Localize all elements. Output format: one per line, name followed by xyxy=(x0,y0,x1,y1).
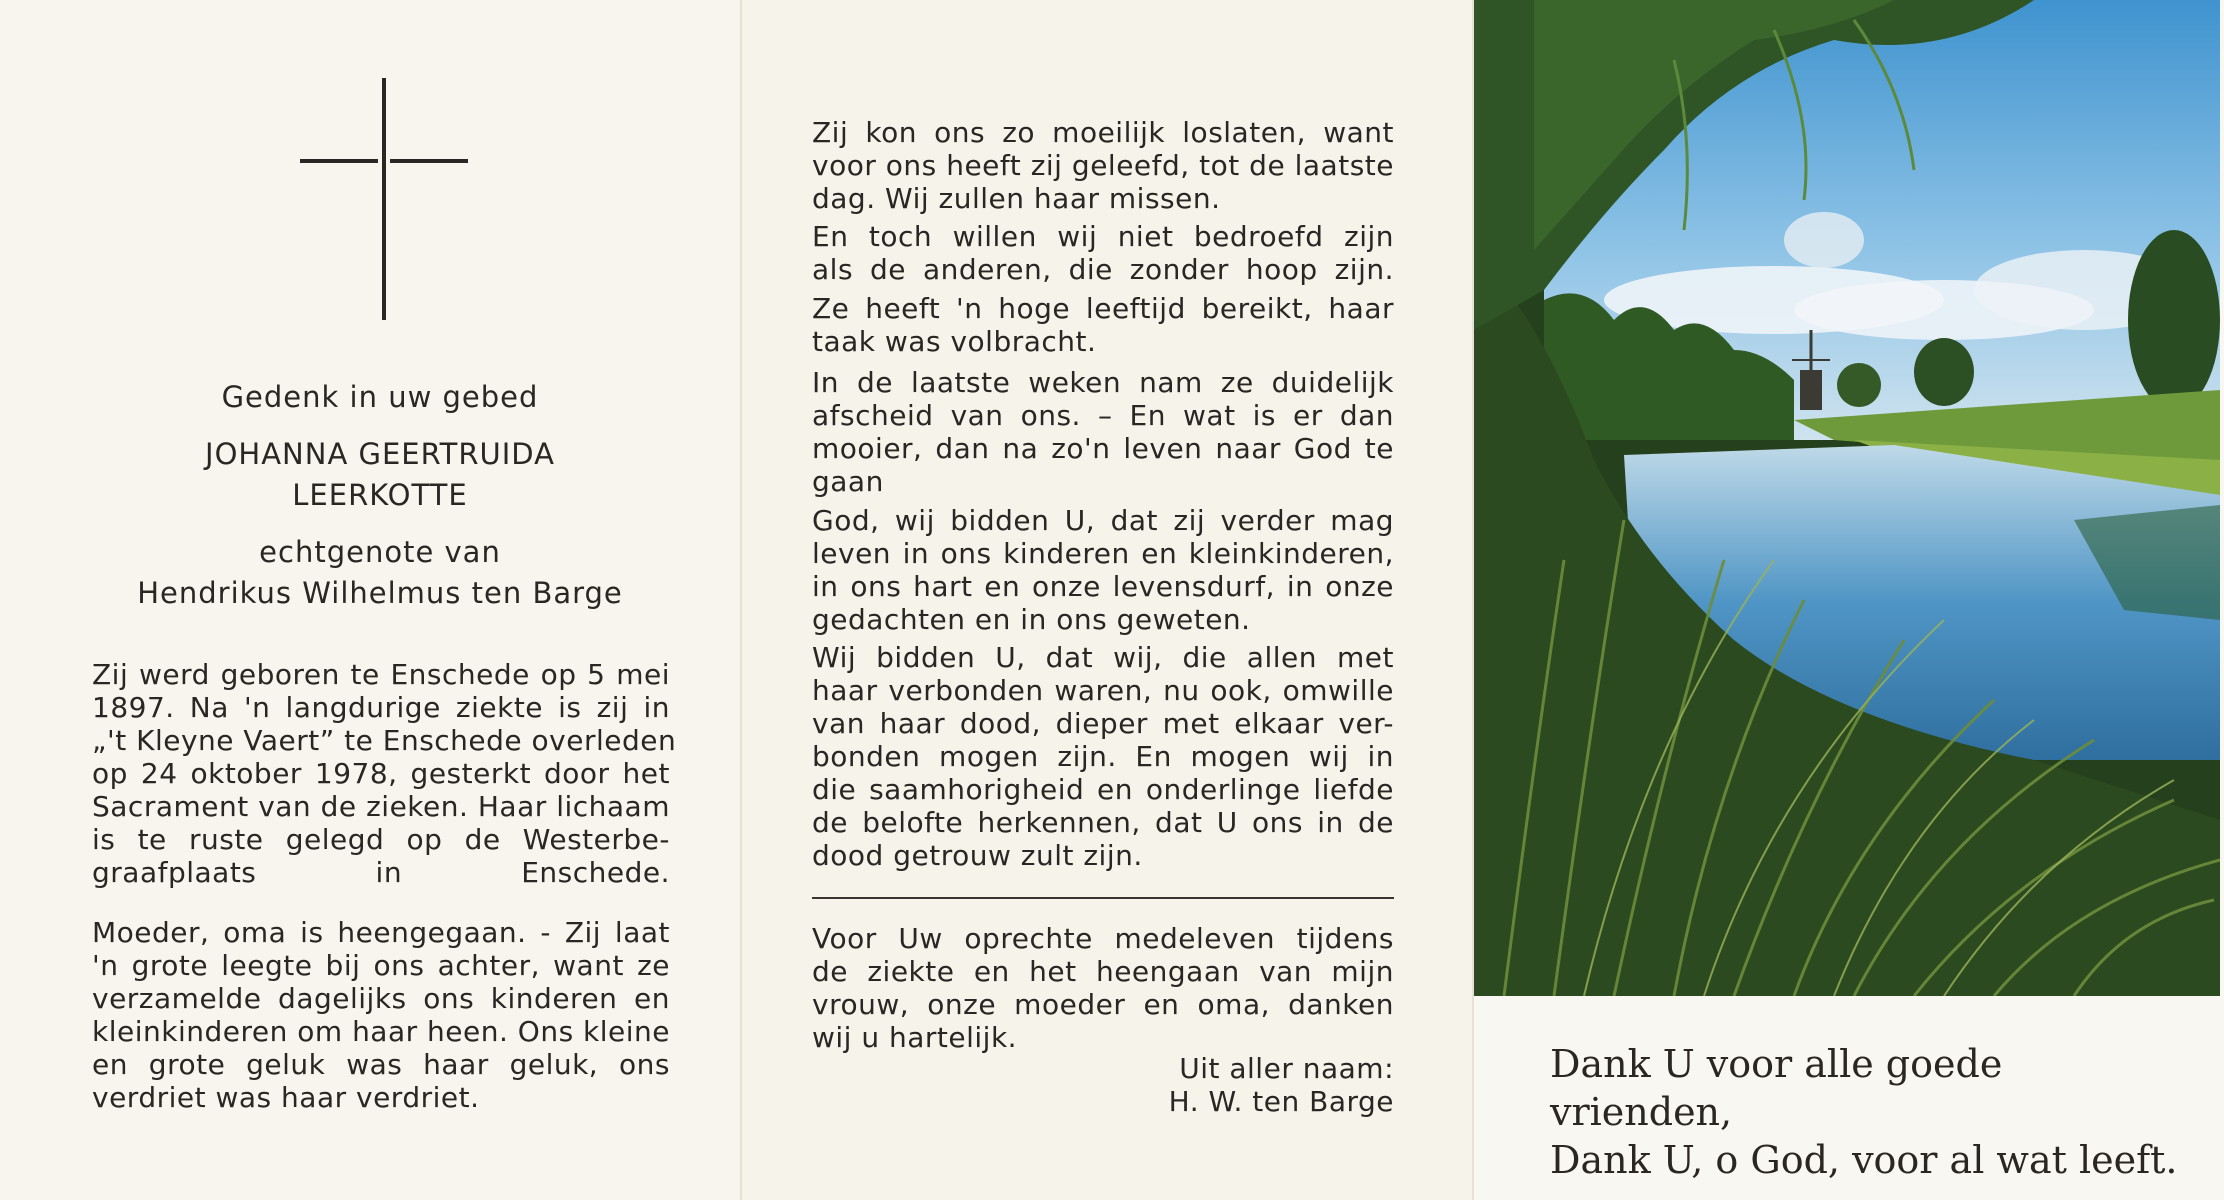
landscape-photo xyxy=(1474,0,2220,996)
text-line: dood getrouw zult zijn. xyxy=(812,839,1143,872)
relation-text: echtgenote van xyxy=(259,535,501,569)
text-line: als de anderen, die zonder hoop zijn. xyxy=(812,253,1394,286)
deceased-name-first: JOHANNA GEERTRUIDA xyxy=(205,437,555,471)
text-line: vrouw, onze moeder en oma, danken xyxy=(812,988,1394,1021)
text-line: Ze heeft 'n hoge leeftijd bereikt, haar xyxy=(812,292,1394,325)
text-line: gaan xyxy=(812,465,884,498)
bio-line: is te ruste gelegd op de Westerbe- xyxy=(92,823,670,856)
text-line: taak was volbracht. xyxy=(812,325,1097,358)
text-line: de belofte herkennen, dat U ons in de xyxy=(812,806,1394,839)
text-line: wij u hartelijk. xyxy=(812,1021,1018,1054)
prayer-paragraph xyxy=(812,504,1394,636)
age-paragraph xyxy=(812,292,1394,358)
last-weeks-paragraph xyxy=(812,366,1394,498)
divider-line xyxy=(812,897,1394,899)
bio-line: „'t Kleyne Vaert” te Enschede overleden xyxy=(92,724,677,757)
text-line: mooier, dan na zo'n leven naar God te xyxy=(812,432,1394,465)
text-line: dag. Wij zullen haar missen. xyxy=(812,182,1221,215)
hope-paragraph xyxy=(812,220,1394,286)
tribute-line: Moeder, oma is heengegaan. - Zij laat xyxy=(92,916,670,949)
tribute-line: en grote geluk was haar geluk, ons xyxy=(92,1048,670,1081)
text-line: God, wij bidden U, dat zij verder mag xyxy=(812,504,1394,537)
text-line: gedachten en in ons geweten. xyxy=(812,603,1251,636)
text-line: En toch willen wij niet bedroefd zijn xyxy=(812,220,1394,253)
landscape-illustration xyxy=(1474,0,2220,996)
text-line: die saamhorigheid en onderlinge liefde xyxy=(812,773,1394,806)
deceased-name-last: LEERKOTTE xyxy=(292,478,468,512)
bio-line: graafplaats in Enschede. xyxy=(92,856,670,889)
caption-line: Dank U, o God, voor al wat leeft. xyxy=(1550,1138,2178,1182)
text-line: bonden mogen zijn. En mogen wij in xyxy=(812,740,1394,773)
tribute-line: verzamelde dagelijks ons kinderen en xyxy=(92,982,670,1015)
photo-caption xyxy=(1550,1040,2190,1184)
text-line: Wij bidden U, dat wij, die allen met xyxy=(812,641,1394,674)
signature-block xyxy=(812,1052,1394,1118)
text-line: de ziekte en het heengaan van mijn xyxy=(812,955,1394,988)
thanks-paragraph xyxy=(812,922,1394,1054)
text-line: van haar dood, dieper met elkaar ver- xyxy=(812,707,1394,740)
text-line: haar verbonden waren, nu ook, omwille xyxy=(812,674,1394,707)
text-line: Zij kon ons zo moeilijk loslaten, want xyxy=(812,116,1394,149)
tribute-line: verdriet was haar verdriet. xyxy=(92,1081,480,1114)
bio-line: Zij werd geboren te Enschede op 5 mei xyxy=(92,658,670,691)
bio-line: Sacrament van de zieken. Haar lichaam xyxy=(92,790,670,823)
cross-icon-arm-right xyxy=(390,159,468,163)
tribute-line: 'n grote leegte bij ons achter, want ze xyxy=(92,949,670,982)
remembrance-heading: Gedenk in uw gebed xyxy=(221,380,539,414)
left-panel xyxy=(0,0,740,1200)
cross-icon xyxy=(382,78,386,320)
biography-paragraph xyxy=(92,658,677,889)
spouse-name: Hendrikus Wilhelmus ten Barge xyxy=(137,576,623,610)
text-line: Voor Uw oprechte medeleven tijdens xyxy=(812,922,1394,955)
farewell-paragraph xyxy=(812,116,1394,215)
text-line: In de laatste weken nam ze duidelijk xyxy=(812,366,1394,399)
signature-name: H. W. ten Barge xyxy=(1168,1085,1394,1118)
text-line: voor ons heeft zij geleefd, tot de laatste xyxy=(812,149,1394,182)
bio-line: 1897. Na 'n langdurige ziekte is zij in xyxy=(92,691,670,724)
text-line: in ons hart en onze levensdurf, in onze xyxy=(812,570,1394,603)
text-line: leven in ons kinderen en kleinkinderen, xyxy=(812,537,1394,570)
bio-line: op 24 oktober 1978, gesterkt door het xyxy=(92,757,670,790)
bond-paragraph xyxy=(812,641,1394,872)
cross-icon-arm-left xyxy=(300,159,378,163)
caption-line: Dank U voor alle goede vrienden, xyxy=(1550,1042,2003,1134)
tribute-paragraph xyxy=(92,916,670,1114)
text-line: afscheid van ons. – En wat is er dan xyxy=(812,399,1394,432)
tribute-line: kleinkinderen om haar heen. Ons kleine xyxy=(92,1015,671,1048)
signature-intro: Uit aller naam: xyxy=(1179,1052,1394,1085)
